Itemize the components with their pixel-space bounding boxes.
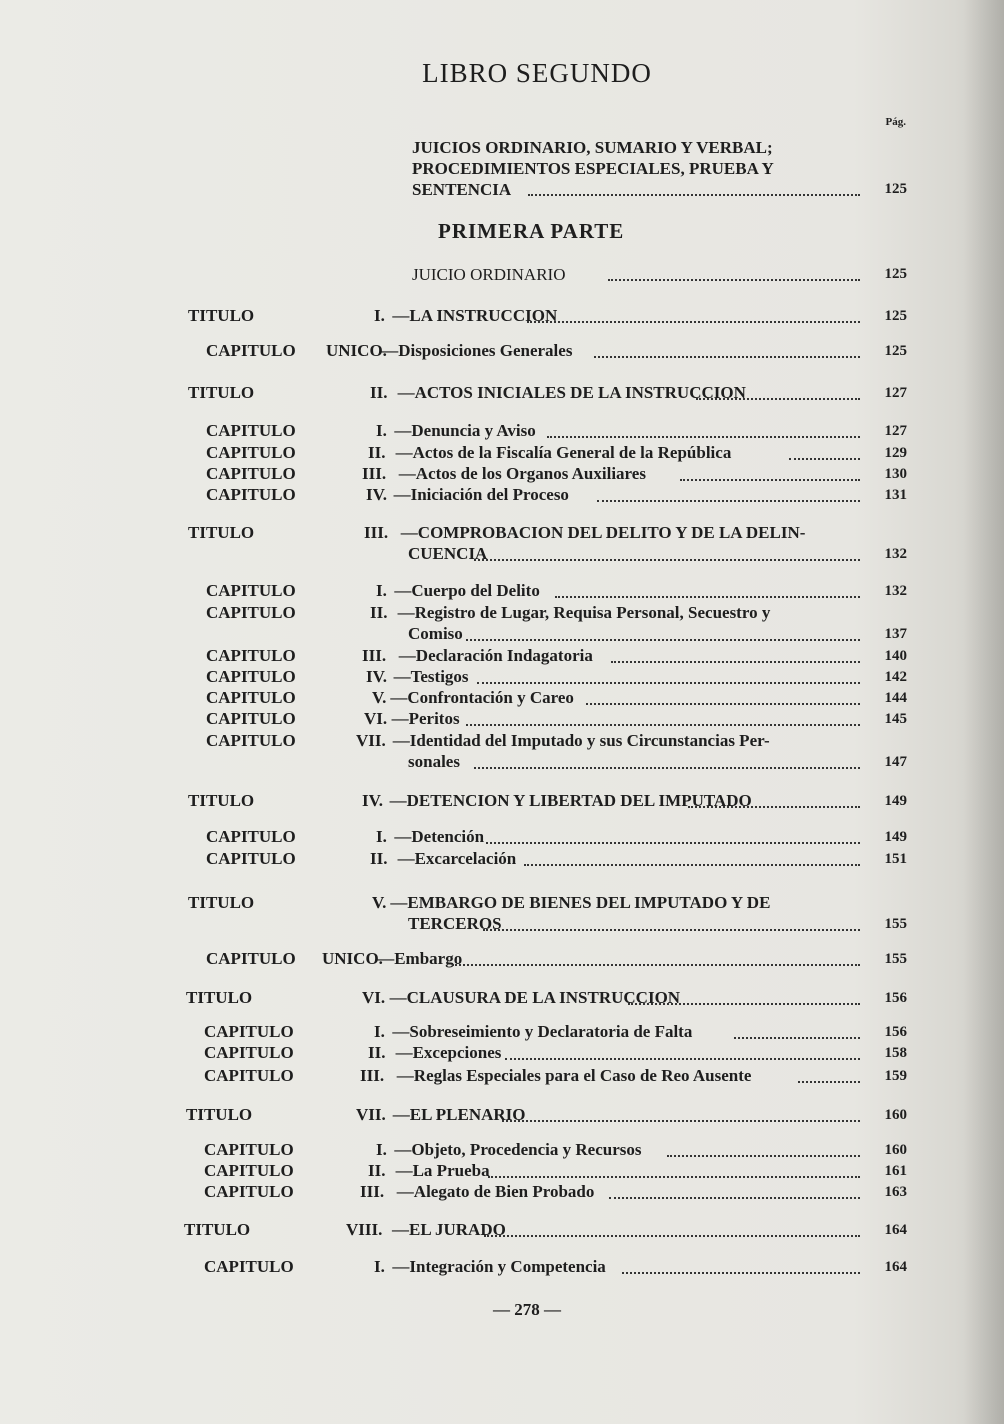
entry-type-label: CAPITULO [206,464,296,483]
entry-type-label: TITULO [186,1105,253,1124]
entry-number: III. [362,646,387,665]
entry-title: —Detención [394,827,485,846]
entry-type-label: TITULO [188,383,255,402]
entry-type-label: CAPITULO [206,667,296,686]
page-number: 132 [884,583,907,599]
page-number: 125 [884,308,907,324]
page-number: 125 [884,181,907,197]
entry-type-label: CAPITULO [206,849,296,868]
page-number: 163 [884,1184,907,1200]
entry-number: II. [368,1161,386,1180]
page-number: 156 [884,1024,907,1040]
page-number: 149 [884,829,907,845]
intro-line-2: PROCEDIMIENTOS ESPECIALES, PRUEBA Y [412,159,774,178]
page-number: 160 [884,1107,907,1123]
page-number: 137 [884,626,907,642]
entry-number: II. [368,1043,386,1062]
leader-dots [474,555,860,561]
entry-type-label: CAPITULO [206,709,296,728]
page-number: 156 [884,990,907,1006]
entry-type-label: CAPITULO [204,1140,294,1159]
entry-title: —Embargo [377,949,463,968]
leader-dots [528,190,860,196]
entry-number: III. [364,523,389,542]
entry-title: —Testigos [393,667,469,686]
entry-title: —Actos de los Organos Auxiliares [398,464,646,483]
leader-dots [524,860,860,866]
leader-dots [477,678,860,684]
page-number: 155 [884,916,907,932]
leader-dots [667,1151,860,1157]
entry-number: III. [362,464,387,483]
page-number: 155 [884,951,907,967]
entry-number: II. [370,383,388,402]
entry-title: —Excarcelación [397,849,517,868]
leader-dots [527,317,860,323]
entry-number: III. [360,1066,385,1085]
entry-title: —ACTOS INICIALES DE LA INSTRUCCION [397,383,746,402]
page-number: 132 [884,546,907,562]
entry-type-label: TITULO [184,1220,251,1239]
entry-title: —Declaración Indagatoria [398,646,593,665]
entry-type-label: CAPITULO [206,688,296,707]
page-column-label: Pág. [885,116,906,128]
leader-dots [734,1033,860,1039]
entry-type-label: TITULO [186,988,253,1007]
entry-title: —Peritos [391,709,460,728]
entry-type-label: CAPITULO [204,1257,294,1276]
leader-dots [608,275,860,281]
entry-number: VI. [364,709,388,728]
entry-title: —Disposiciones Generales [381,341,573,360]
entry-title: —EL JURADO [392,1220,506,1239]
entry-type-label: TITULO [188,791,255,810]
entry-title: —LA INSTRUCCION [392,306,558,325]
entry-title: —La Prueba [395,1161,490,1180]
page-number: 131 [884,487,907,503]
leader-dots [483,925,860,931]
leader-dots [597,496,860,502]
entry-type-label: CAPITULO [206,341,296,360]
leader-dots [555,592,860,598]
entry-type-label: CAPITULO [206,581,296,600]
leader-dots [505,1054,860,1060]
entry-title: —Alegato de Bien Probado [396,1182,595,1201]
entry-type-label: CAPITULO [206,443,296,462]
entry-number: II. [370,849,388,868]
page-number: 164 [884,1222,907,1238]
leader-dots [798,1077,860,1083]
leader-dots [611,657,860,663]
leader-dots [586,699,860,705]
leader-dots [609,1193,860,1199]
entry-title: —Confrontación y Careo [390,688,574,707]
page-footer-number: — 278 — [493,1300,561,1319]
entry-type-label: CAPITULO [206,827,296,846]
page-number: 140 [884,648,907,664]
entry-title: —Cuerpo del Delito [394,581,540,600]
page-number: 160 [884,1142,907,1158]
entry-number: I. [376,827,387,846]
page-number: 151 [884,851,907,867]
intro-line-1: JUICIOS ORDINARIO, SUMARIO Y VERBAL; [412,138,773,157]
part-title: PRIMERA PARTE [438,219,625,243]
entry-title: —EMBARGO DE BIENES DEL IMPUTADO Y DE [390,893,771,912]
entry-number: I. [376,581,387,600]
entry-type-label: TITULO [188,893,255,912]
entry-title: sonales [408,752,460,771]
entry-number: II. [368,443,386,462]
entry-number: III. [360,1182,385,1201]
page-number: 125 [884,343,907,359]
page-number: 164 [884,1259,907,1275]
leader-dots [696,394,860,400]
leader-dots [502,1116,860,1122]
entry-title: —EL PLENARIO [392,1105,526,1124]
leader-dots [789,454,860,460]
entry-number: I. [376,421,387,440]
entry-title: —Reglas Especiales para el Caso de Reo Ausente [396,1066,752,1085]
entry-number: II. [370,603,388,622]
entry-title: —Integración y Competencia [392,1257,606,1276]
entry-number: I. [376,1140,387,1159]
leader-dots [547,432,860,438]
entry-title: —CLAUSURA DE LA INSTRUCCION [389,988,681,1007]
page-number: 127 [884,423,907,439]
leader-dots [452,960,860,966]
entry-number: UNICO. [326,341,387,360]
entry-number: I. [374,306,385,325]
entry-type-label: CAPITULO [206,485,296,504]
entry-type-label: CAPITULO [204,1022,294,1041]
entry-title: Comiso [408,624,463,643]
page-number: 161 [884,1163,907,1179]
leader-dots [628,999,860,1005]
entry-type-label: TITULO [188,306,255,325]
leader-dots [622,1268,860,1274]
entry-number: UNICO. [322,949,383,968]
entry-title: —Objeto, Procedencia y Recursos [394,1140,642,1159]
page-number: 159 [884,1068,907,1084]
page-number: 127 [884,385,907,401]
leader-dots [488,1172,860,1178]
entry-type-label: CAPITULO [206,603,296,622]
entry-type-label: CAPITULO [204,1161,294,1180]
entry-number: I. [374,1022,385,1041]
book-title: LIBRO SEGUNDO [422,58,652,88]
entry-number: IV. [362,791,383,810]
entry-title: —Registro de Lugar, Requisa Personal, Secuestro y [397,603,771,622]
leader-dots [466,635,860,641]
entry-type-label: CAPITULO [206,731,296,750]
page-number: 144 [884,690,907,706]
page-number: 158 [884,1045,907,1061]
page-number: 149 [884,793,907,809]
entry-number: VIII. [346,1220,383,1239]
entry-title: —Sobreseimiento y Declaratoria de Falta [392,1022,693,1041]
leader-dots [466,720,860,726]
entry-title: TERCEROS [408,914,502,933]
entry-title: —COMPROBACION DEL DELITO Y DE LA DELIN- [400,523,806,542]
entry-title: —Identidad del Imputado y sus Circunstancias Per- [392,731,770,750]
leader-dots [484,1231,860,1237]
entry-title: CUENCIA [408,544,488,563]
entry-number: VII. [356,1105,386,1124]
entry-number: I. [374,1257,385,1276]
page-number: 129 [884,445,907,461]
page-number: 130 [884,466,907,482]
page-number: 142 [884,669,907,685]
page-number: 125 [884,266,907,282]
entry-type-label: CAPITULO [206,421,296,440]
entry-number: IV. [366,667,387,686]
page-number: 145 [884,711,907,727]
entry-type-label: CAPITULO [204,1182,294,1201]
entry-type-label: CAPITULO [206,949,296,968]
entry-number: VII. [356,731,386,750]
leader-dots [474,763,860,769]
entry-title: —DETENCION Y LIBERTAD DEL IMPUTADO [389,791,752,810]
leader-dots [688,802,860,808]
leader-dots [486,838,860,844]
entry-number: V. [372,893,387,912]
page-number: 147 [884,754,907,770]
entry-type-label: CAPITULO [204,1066,294,1085]
entry-type-label: CAPITULO [206,646,296,665]
entry-number: V. [372,688,387,707]
entry-type-label: TITULO [188,523,255,542]
entry-title: —Actos de la Fiscalía General de la República [395,443,732,462]
leader-dots [680,475,860,481]
entry-number: IV. [366,485,387,504]
leader-dots [594,352,860,358]
page-shadow-edge [964,0,1004,1424]
entry-number: VI. [362,988,386,1007]
juicio-label: JUICIO ORDINARIO [412,265,566,284]
entry-type-label: CAPITULO [204,1043,294,1062]
entry-title: —Iniciación del Proceso [393,485,569,504]
intro-line-3: SENTENCIA [412,180,512,199]
entry-title: —Excepciones [395,1043,502,1062]
entry-title: —Denuncia y Aviso [394,421,536,440]
